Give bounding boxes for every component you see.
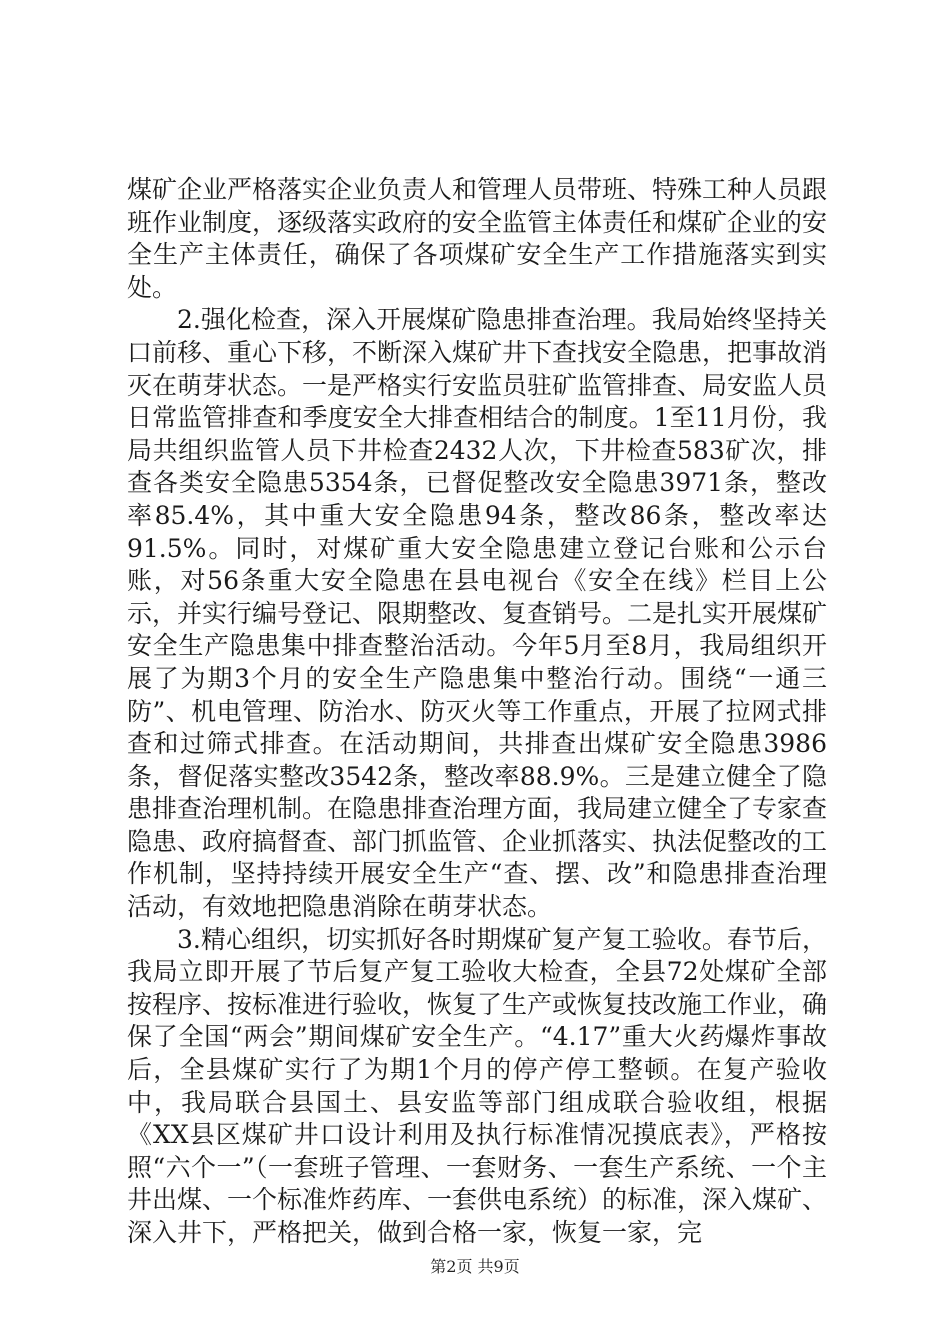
page-footer: 第2页 共9页 [430, 1257, 520, 1276]
document-body [127, 174, 827, 1250]
paragraph-3: 3.精心组织，切实抓好各时期煤矿复产复工验收。春节后，我局立即开展了节后复产复工验收大检查，全县72处煤矿全部按程序、按标准进行验收，恢复了生产或恢复技改施工作业，确保了全国“两会”期间煤矿安全生产。“4.17”重大火药爆炸事故后，全县煤矿实行了为期1个月的停产停工整顿。在复产验收中，我局联合县国土、县安监等部门组成联合验收组，根据《XX县区煤矿井口设计利用及执行标准情况摸底表》，严格按照“六个一”（一套班子管理、一套财务、一套生产系统、一个主井出煤、一个标准炸药库、一套供电系统）的标准，深入煤矿、深入井下，严格把关，做到合格一家，恢复一家，完 [127, 924, 828, 1247]
paragraph-1: 煤矿企业严格落实企业负责人和管理人员带班、特殊工种人员跟班作业制度，逐级落实政府的安全监管主体责任和煤矿企业的安全生产主体责任，确保了各项煤矿安全生产工作措施落实到实处。 [127, 175, 828, 302]
paragraph-2: 2.强化检查，深入开展煤矿隐患排查治理。我局始终坚持关口前移、重心下移，不断深入煤矿井下查找安全隐患，把事故消灭在萌芽状态。一是严格实行安监员驻矿监管排查、局安监人员日常监管排查和季度安全大排查相结合的制度。1至11月份，我局共组织监管人员下井检查2432人次，下井检查583矿次，排查各类安全隐患5354条，已督促整改安全隐患3971条，整改率85.4%，其中重大安全隐患94条，整改86条，整改率达91.5%。同时，对煤矿重大安全隐患建立登记台账和公示台账，对56条重大安全隐患在县电视台《安全在线》栏目上公示，并实行编号登记、限期整改、复查销号。二是扎实开展煤矿安全生产隐患集中排查整治活动。今年5月至8月，我局组织开展了为期3个月的安全生产隐患集中整治行动。围绕“一通三防”、机电管理、防治水、防灭火等工作重点，开展了拉网式排查和过筛式排查。在活动期间，共排查出煤矿安全隐患3986条，督促落实整改3542条，整改率88.9%。三是建立健全了隐患排查治理机制。在隐患排查治理方面，我局建立健全了专家查隐患、政府搞督查、部门抓监管、企业抓落实、执法促整改的工作机制，坚持持续开展安全生产“查、摆、改”和隐患排查治理活动，有效地把隐患消除在萌芽状态。 [127, 305, 828, 922]
